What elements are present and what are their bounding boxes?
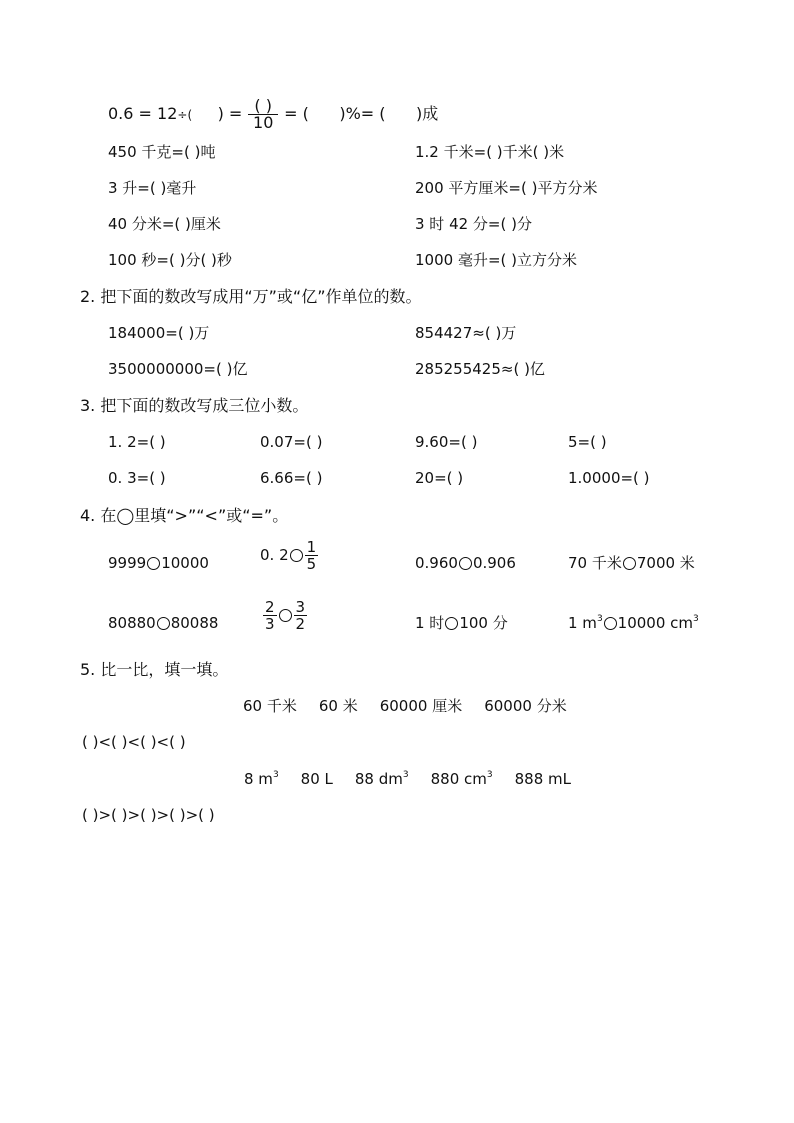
- q1-row-2-left: 3 升=( )毫升: [108, 179, 197, 197]
- q4-r1-a: [108, 553, 209, 573]
- q1-first-f: )成: [416, 104, 439, 123]
- q2-row-1-left: 184000=( )万: [108, 324, 210, 342]
- superscript: 3: [693, 614, 699, 624]
- q4-heading: 4. 在◯里填“>”“<”或“=”。: [80, 506, 289, 525]
- q5-item: 88 dm: [354, 770, 403, 788]
- q1-first-row: [108, 98, 438, 131]
- compare-circle[interactable]: [604, 617, 617, 630]
- q5-list-2: [244, 769, 571, 789]
- q4-r1-a-left: 9999: [108, 554, 147, 572]
- q1-row-3-left: 40 分米=( )厘米: [108, 215, 221, 233]
- q4-r2-c: [415, 613, 508, 633]
- q3-r1-c2: 0.07=( ): [260, 433, 323, 451]
- q3-r2-c3: 20=( ): [415, 469, 464, 487]
- q1-row-1-left: 450 千克=( )吨: [108, 143, 216, 161]
- q1-row-2-right: 200 平方厘米=( )平方分米: [415, 179, 598, 197]
- q5-heading: 5. 比一比，填一填。: [80, 660, 229, 679]
- q4-r1-c-left: 0.960: [415, 554, 458, 572]
- q4-r1-b: [260, 539, 319, 572]
- q4-r2-d: [568, 613, 699, 633]
- q1-row-4-right: 1000 毫升=( )立方分米: [415, 251, 577, 269]
- q3-heading: 3. 把下面的数改写成三位小数。: [80, 396, 309, 415]
- q1-frac-den: 10: [253, 113, 274, 132]
- frac-num: 3: [295, 598, 306, 616]
- q3-r2-c4: 1.0000=( ): [568, 469, 650, 487]
- q4-r1-c-right: 0.906: [472, 554, 516, 572]
- q1-first-a: 0.6 = 12: [108, 104, 178, 123]
- q1-first-d: = (: [284, 104, 309, 123]
- q3-r1-c1: 1. 2=( ): [108, 433, 166, 451]
- q4-r2-b-fraction-2: [294, 599, 308, 632]
- frac-num: 1: [306, 538, 317, 556]
- compare-circle[interactable]: [623, 557, 636, 570]
- q1-frac-num: ( ): [248, 98, 278, 115]
- compare-circle[interactable]: [290, 549, 303, 562]
- q4-r1-b-fraction: [305, 539, 319, 572]
- q1-row-1-right: 1.2 千米=( )千米( )米: [415, 143, 565, 161]
- q5-list-1: [243, 696, 567, 716]
- superscript: 3: [272, 770, 279, 780]
- q4-r1-a-right: 10000: [161, 554, 209, 572]
- q1-fraction: [248, 98, 278, 131]
- q4-r1-c: [415, 553, 516, 573]
- q4-r2-a-left: 80880: [108, 614, 156, 632]
- q1-first-c: ) =: [217, 104, 243, 123]
- q4-r2-b: [262, 599, 308, 632]
- compare-circle[interactable]: [279, 609, 292, 622]
- q2-row-2-left: 3500000000=( )亿: [108, 360, 248, 378]
- q3-r2-c2: 6.66=( ): [260, 469, 323, 487]
- q5-item: 60 千米: [243, 697, 297, 715]
- frac-den: 2: [295, 615, 306, 633]
- superscript: 3: [486, 770, 493, 780]
- compare-circle[interactable]: [147, 557, 160, 570]
- q1-first-e: )%= (: [339, 104, 386, 123]
- q4-r2-b-fraction-1: [263, 599, 277, 632]
- q4-r1-d: [568, 553, 695, 573]
- q3-r1-c3: 9.60=( ): [415, 433, 478, 451]
- q4-r2-d-left: 1 m: [568, 614, 597, 632]
- q5-item: 888 mL: [514, 770, 571, 788]
- q4-r2-d-right: 10000 cm: [617, 614, 694, 632]
- q4-r1-b-left: 0. 2: [260, 546, 289, 564]
- frac-num: 2: [265, 598, 275, 616]
- q5-item: 60000 厘米: [379, 697, 463, 715]
- q5-item: 60 米: [318, 697, 358, 715]
- frac-den: 5: [306, 555, 317, 573]
- q1-row-3-right: 3 时 42 分=( )分: [415, 215, 532, 233]
- q5-blanks-1: ( )<( )<( )<( ): [82, 733, 186, 751]
- q4-r1-d-right: 7000 米: [636, 554, 695, 572]
- q3-r2-c1: 0. 3=( ): [108, 469, 166, 487]
- compare-circle[interactable]: [445, 617, 458, 630]
- q2-row-2-right: 285255425≈( )亿: [415, 360, 545, 378]
- q3-r1-c4: 5=( ): [568, 433, 607, 451]
- q1-first-b: ÷(: [177, 108, 193, 122]
- q4-r1-d-left: 70 千米: [568, 554, 622, 572]
- compare-circle[interactable]: [157, 617, 170, 630]
- frac-den: 3: [265, 615, 275, 633]
- superscript: 3: [402, 770, 409, 780]
- q5-blanks-2: ( )>( )>( )>( )>( ): [82, 806, 215, 824]
- q4-r2-a: [108, 613, 218, 633]
- q4-r2-c-left: 1 时: [415, 614, 445, 632]
- q5-item: 60000 分米: [484, 697, 567, 715]
- q5-item: 8 m: [244, 770, 273, 788]
- q5-item: 80 L: [300, 770, 333, 788]
- q2-heading: 2. 把下面的数改写成用“万”或“亿”作单位的数。: [80, 287, 422, 306]
- q4-r2-a-right: 80088: [170, 614, 219, 632]
- compare-circle[interactable]: [459, 557, 472, 570]
- q2-row-1-right: 854427≈( )万: [415, 324, 517, 342]
- q4-r2-c-right: 100 分: [459, 614, 508, 632]
- q5-item: 880 cm: [430, 770, 487, 788]
- superscript: 3: [596, 614, 603, 624]
- q1-row-4-left: 100 秒=( )分( )秒: [108, 251, 232, 269]
